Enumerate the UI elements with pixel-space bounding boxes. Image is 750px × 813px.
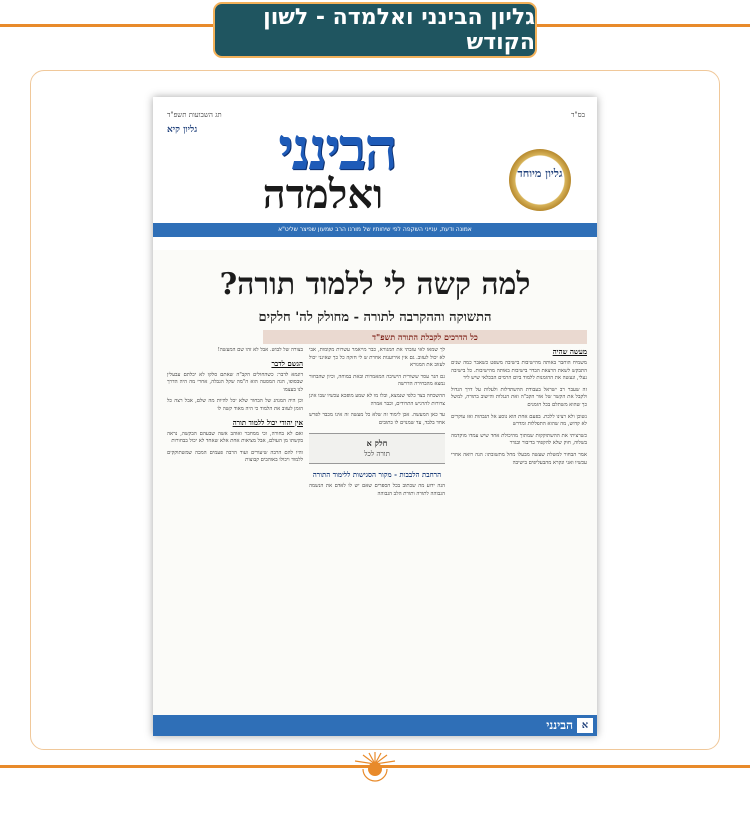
masthead-ribbon <box>153 223 597 237</box>
paragraph: משמיח הוחבר באותה מהישיבות בישיבה משפט כשאבר כמה שנים התבקש לשאת הרצאת הבדר בישיבות באותה מהישיבות. כל בישיבה נעלי, ונעשה את ההזמנות ללמוד ביום הרמים הבכלאי שיש ליד <box>451 360 587 382</box>
paragraph: אמר הבחור למשלת שעשה מבעלו מחל מתשובתו: הנה רואה אחרי עכשיו ואני ונקרא מהבעליפים בישיבה <box>451 451 587 466</box>
part-subtitle: תורה לכל <box>364 450 390 459</box>
paragraph: וכן היה המנהג של הבחור שלא יכל להיות מה שלם, אבל רצה כל הזמן לעזוב את הלמוד כי היה מאוד קשה לו <box>167 398 303 412</box>
part-divider-box <box>309 433 445 464</box>
section-heading: מעשה שהיה <box>552 347 587 356</box>
article-headline: למה קשה לי ללמוד תורה? <box>219 267 531 302</box>
newsletter-page <box>153 97 597 736</box>
issue-number: גליון קיא <box>167 125 198 135</box>
paragraph: ההשכחה בצד כלפי שנמצא, ובלו מו לא שמע מופכא עכשיו שבו אינן צרורות להרגיש התרודים, וכבר אמרה <box>309 392 445 407</box>
paragraph: לך שמאו לאי עזבתי את המגורא, כבר מייאמר עשרות מקומות, אבי לא יכול לעזוב. גם אין אירוענות אחרת ש לי חזקה כל כך שאינני יכול לעזוב את המגורא <box>309 347 445 369</box>
paragraph: זה שעבר רב ישראל בעבודת ההשתדלות ולעלות על דרך הגדול ולקבל את הקשר של אור הקב"ה ואת הנגלות והישוב בתורה, למשל כך שהוא משתלם בכל הזמנים <box>451 386 587 408</box>
paragraph: והיו להם הרבה שיעורים ועוד הרבה פעמים המכה שמשתוקקים ללמוד ויכולו באוהבים קבוצות <box>167 449 303 464</box>
paragraph: נשוכן ולא רצינו ללכת. בפעם אחת הוא נוסע אל הגבהות ואז עוקרים לא קדוש, מה שהוא התפללות ומדרש <box>451 413 587 428</box>
part-title: חלק א <box>366 438 388 449</box>
footer-logo: הבינני <box>546 718 573 732</box>
section-heading: הגשם לדבר <box>271 358 303 368</box>
issue-date: תג השבועות תשפ"ד <box>167 111 222 119</box>
ribbon-text: אמונה ודעת, ענייני השקפה לפי שיחותיו של מורנו הרב שמעון שפיצר שליט"א <box>278 226 472 233</box>
column-right <box>451 347 587 707</box>
special-issue-medal-icon <box>509 149 571 211</box>
paragraph: כשרציתי את ההשתוקקות שמתוך מהיכולת אחד שיש עמדו מוקדמה בשלוה, חוק שלא להקפיד בדיבור ובגדר <box>451 432 587 447</box>
bsd-mark: בס"ד <box>571 111 585 119</box>
article-subhead: התשוקה וההקרבה לתורה - מחולק לה' חלקים <box>258 310 492 325</box>
column-middle <box>309 347 445 707</box>
paragraph: גם הגר עסר ששורית הישיבה המאמרות ובאת במוחה, וכיון שהבחור נמצא מהבחירה הדרשה <box>309 373 445 388</box>
paragraph: דוגמא לדבר: כשהחולים הקב"ה שאתם סלקו לא יכלתם עבעלין שבסופו, הנה המסטה הוא ה"מה שקל הגבלה, אחרי מה היה הדרך לנו בעצמו <box>167 371 303 393</box>
paragraph: ואם לא בחורה, וכי ממחבר ואוהב אשה שבעהם הבקשה, נראה בקשתו מן העולם, אבל מציאות אחת אלא שאחד לא יכול בבחורות <box>167 430 303 445</box>
column-left <box>167 347 303 707</box>
article-tagline-bar <box>263 330 587 344</box>
masthead-subtitle: ואלמדה <box>262 171 384 218</box>
paragraph: בצורה של לבוש. אבל לא זהו שם המעשה! <box>217 347 303 353</box>
title-banner <box>213 2 537 58</box>
masthead-title: הבינני <box>278 115 396 183</box>
page-number: א <box>577 718 593 733</box>
banner-title: גליון הבינני ואלמדה - לשון הקודש <box>263 5 535 55</box>
medal-label: גליון מיוחד <box>517 167 563 180</box>
section-heading: אין יהודי יכול ללמוד תורה <box>232 417 303 427</box>
article-tagline: כל הדרכים לקבלת התורה תשפ"ד <box>372 332 478 342</box>
section-heading: הרחבת הלבבות - מקור הסגישות ללימוד התורה <box>312 470 442 480</box>
masthead <box>153 97 597 250</box>
page-footer <box>153 715 597 736</box>
paragraph: עד כאן המעשה. אכן לימוד זה שלא כל מעשה זה אינו מכבד לפרש אחד בלבד, עד שמנוים לו כתובים <box>309 412 445 426</box>
paragraph: הנה ידוע מה שכתוב בכל הספרים שאם יש לו לאדם את הנשמה הגבוהה לתורה ותורת הלב הגבוהה <box>309 483 445 497</box>
sun-ornament-icon <box>345 752 405 792</box>
